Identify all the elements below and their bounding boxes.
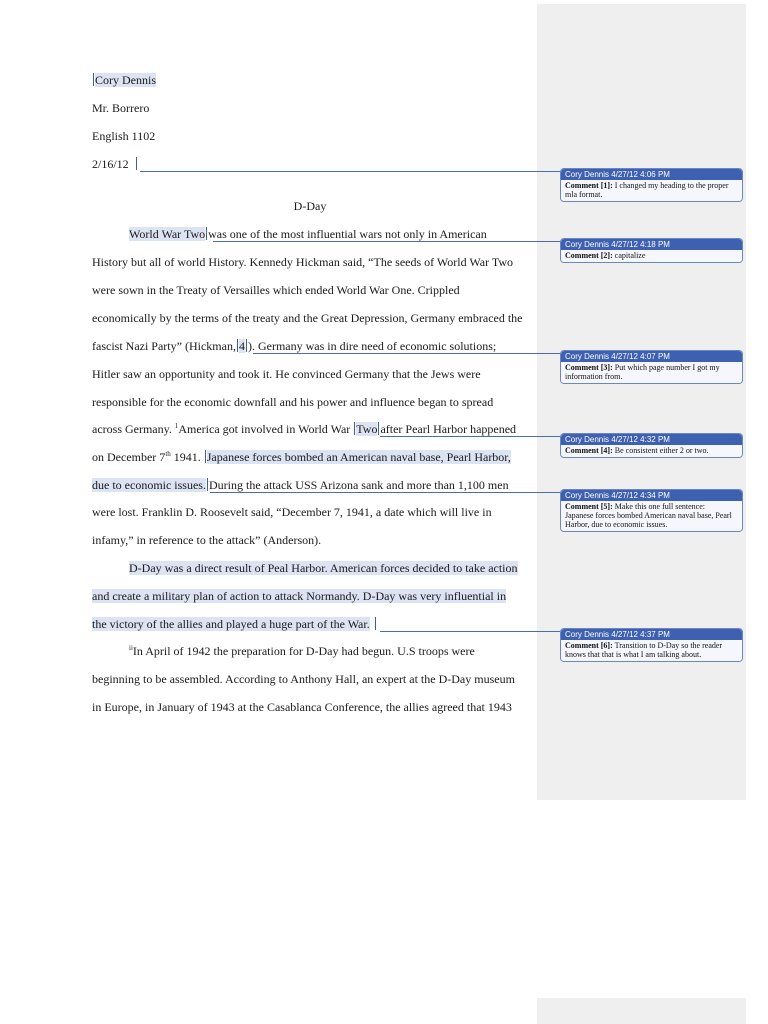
comment-anchor (246, 339, 247, 352)
heading-teacher[interactable]: Mr. Borrero (92, 101, 150, 115)
footnote-marker[interactable]: 1 (174, 422, 179, 430)
comment-header: Cory Dennis 4/27/12 4:32 PM (561, 434, 742, 445)
body-line[interactable]: were sown in the Treaty of Versailles which ended World War One. Crippled (92, 283, 460, 297)
highlighted-text: Japanese forces bombed an American naval base, Pearl Harbor, (206, 450, 511, 464)
body-line[interactable]: History but all of world History. Kennedy Hickman said, “The seeds of World War Two (92, 255, 514, 269)
heading-date[interactable]: 2/16/12 (92, 157, 138, 171)
heading-name[interactable]: Cory Dennis (95, 73, 156, 87)
body-line[interactable]: across Germany. $^1$America got involved in World War Two after Pearl Harbor happened (92, 422, 517, 436)
comment-body: Comment [1]: I changed my heading to the proper mla format. (561, 180, 742, 201)
comment-anchor-end (136, 157, 137, 170)
comment-anchor (206, 227, 207, 240)
document-title[interactable]: D-Day (293, 199, 327, 213)
body-line[interactable]: $^{ii}$In April of 1942 the preparation for D-Day had begun. U.S troops were (129, 644, 475, 658)
comment-balloon-4[interactable] (560, 433, 743, 458)
comment-connector-6 (380, 631, 560, 632)
body-line[interactable]: World War Two was one of the most influential wars not only in American (129, 227, 487, 241)
highlighted-text: Two (356, 422, 378, 436)
comment-body: Comment [2]: capitalize (561, 250, 742, 262)
comment-header: Cory Dennis 4/27/12 4:07 PM (561, 351, 742, 362)
comment-margin-pane-next-page (537, 998, 746, 1024)
highlighted-text: and create a military plan of action to attack Normandy. D-Day was very influential in (92, 589, 507, 603)
comment-anchor-start (93, 73, 94, 86)
comment-body: Comment [3]: Put which page number I got my information from. (561, 362, 742, 383)
highlighted-text: due to economic issues. (92, 478, 206, 492)
comment-anchor (205, 450, 206, 463)
comment-connector-5 (210, 492, 560, 493)
comment-anchor (207, 478, 208, 491)
body-line[interactable]: responsible for the economic downfall and his power and influence began to spread (92, 395, 494, 409)
comment-balloon-3[interactable] (560, 350, 743, 384)
body-line[interactable]: beginning to be assembled. According to Anthony Hall, an expert at the D-Day museum (92, 672, 515, 686)
body-line[interactable]: Hitler saw an opportunity and took it. He convinced Germany that the Jews were (92, 367, 481, 381)
highlighted-text: World War Two (129, 227, 206, 241)
comment-connector-4 (380, 436, 560, 437)
comment-connector-1 (140, 171, 560, 172)
body-line[interactable] (92, 589, 506, 603)
comment-balloon-6[interactable] (560, 628, 743, 662)
comment-body: Comment [6]: Transition to D-Day so the reader knows that that is what I am talking about. (561, 640, 742, 661)
body-line[interactable]: on December 7th 1941. Japanese forces bombed an American naval base, Pearl Harbor, (92, 450, 511, 464)
comment-connector-3 (253, 353, 560, 354)
comment-header: Cory Dennis 4/27/12 4:18 PM (561, 239, 742, 250)
comment-anchor (375, 617, 376, 630)
comment-margin-pane (537, 4, 746, 800)
body-line[interactable] (92, 617, 377, 631)
heading-course[interactable]: English 1102 (92, 129, 156, 143)
highlighted-text: D-Day was a direct result of Peal Harbor. American forces decided to take action (129, 561, 518, 575)
body-line[interactable]: were lost. Franklin D. Roosevelt said, “December 7, 1941, a date which will live in (92, 505, 492, 519)
footnote-marker[interactable]: ii (129, 644, 133, 652)
highlighted-text: the victory of the allies and played a huge part of the War. (92, 617, 370, 631)
body-line[interactable]: economically by the terms of the treaty and the Great Depression, Germany embraced the (92, 311, 523, 325)
comment-connector-2 (213, 241, 560, 242)
comment-header: Cory Dennis 4/27/12 4:34 PM (561, 490, 742, 501)
comment-balloon-5[interactable] (560, 489, 743, 532)
comment-anchor (237, 339, 238, 352)
comment-balloon-1[interactable] (560, 168, 743, 202)
highlighted-text: 4 (238, 339, 245, 353)
body-line[interactable]: in Europe, in January of 1943 at the Casablanca Conference, the allies agreed that 1943 (92, 700, 512, 714)
comment-body: Comment [5]: Make this one full sentence: Japanese forces bombed American naval base, Pearl Harbor, due to economic issues. (561, 501, 742, 531)
body-line[interactable]: fascist Nazi Party” (Hickman, 4 ). Germany was in dire need of economic solutions; (92, 339, 497, 353)
body-line[interactable]: infamy,” in reference to the attack” (Anderson). (92, 533, 322, 547)
comment-body: Comment [4]: Be consistent either 2 or two. (561, 445, 742, 457)
comment-header: Cory Dennis 4/27/12 4:37 PM (561, 629, 742, 640)
comment-header: Cory Dennis 4/27/12 4:06 PM (561, 169, 742, 180)
body-line[interactable] (129, 561, 518, 575)
comment-balloon-2[interactable] (560, 238, 743, 263)
body-line[interactable]: due to economic issues. During the attack USS Arizona sank and more than 1,100 men (92, 478, 509, 492)
